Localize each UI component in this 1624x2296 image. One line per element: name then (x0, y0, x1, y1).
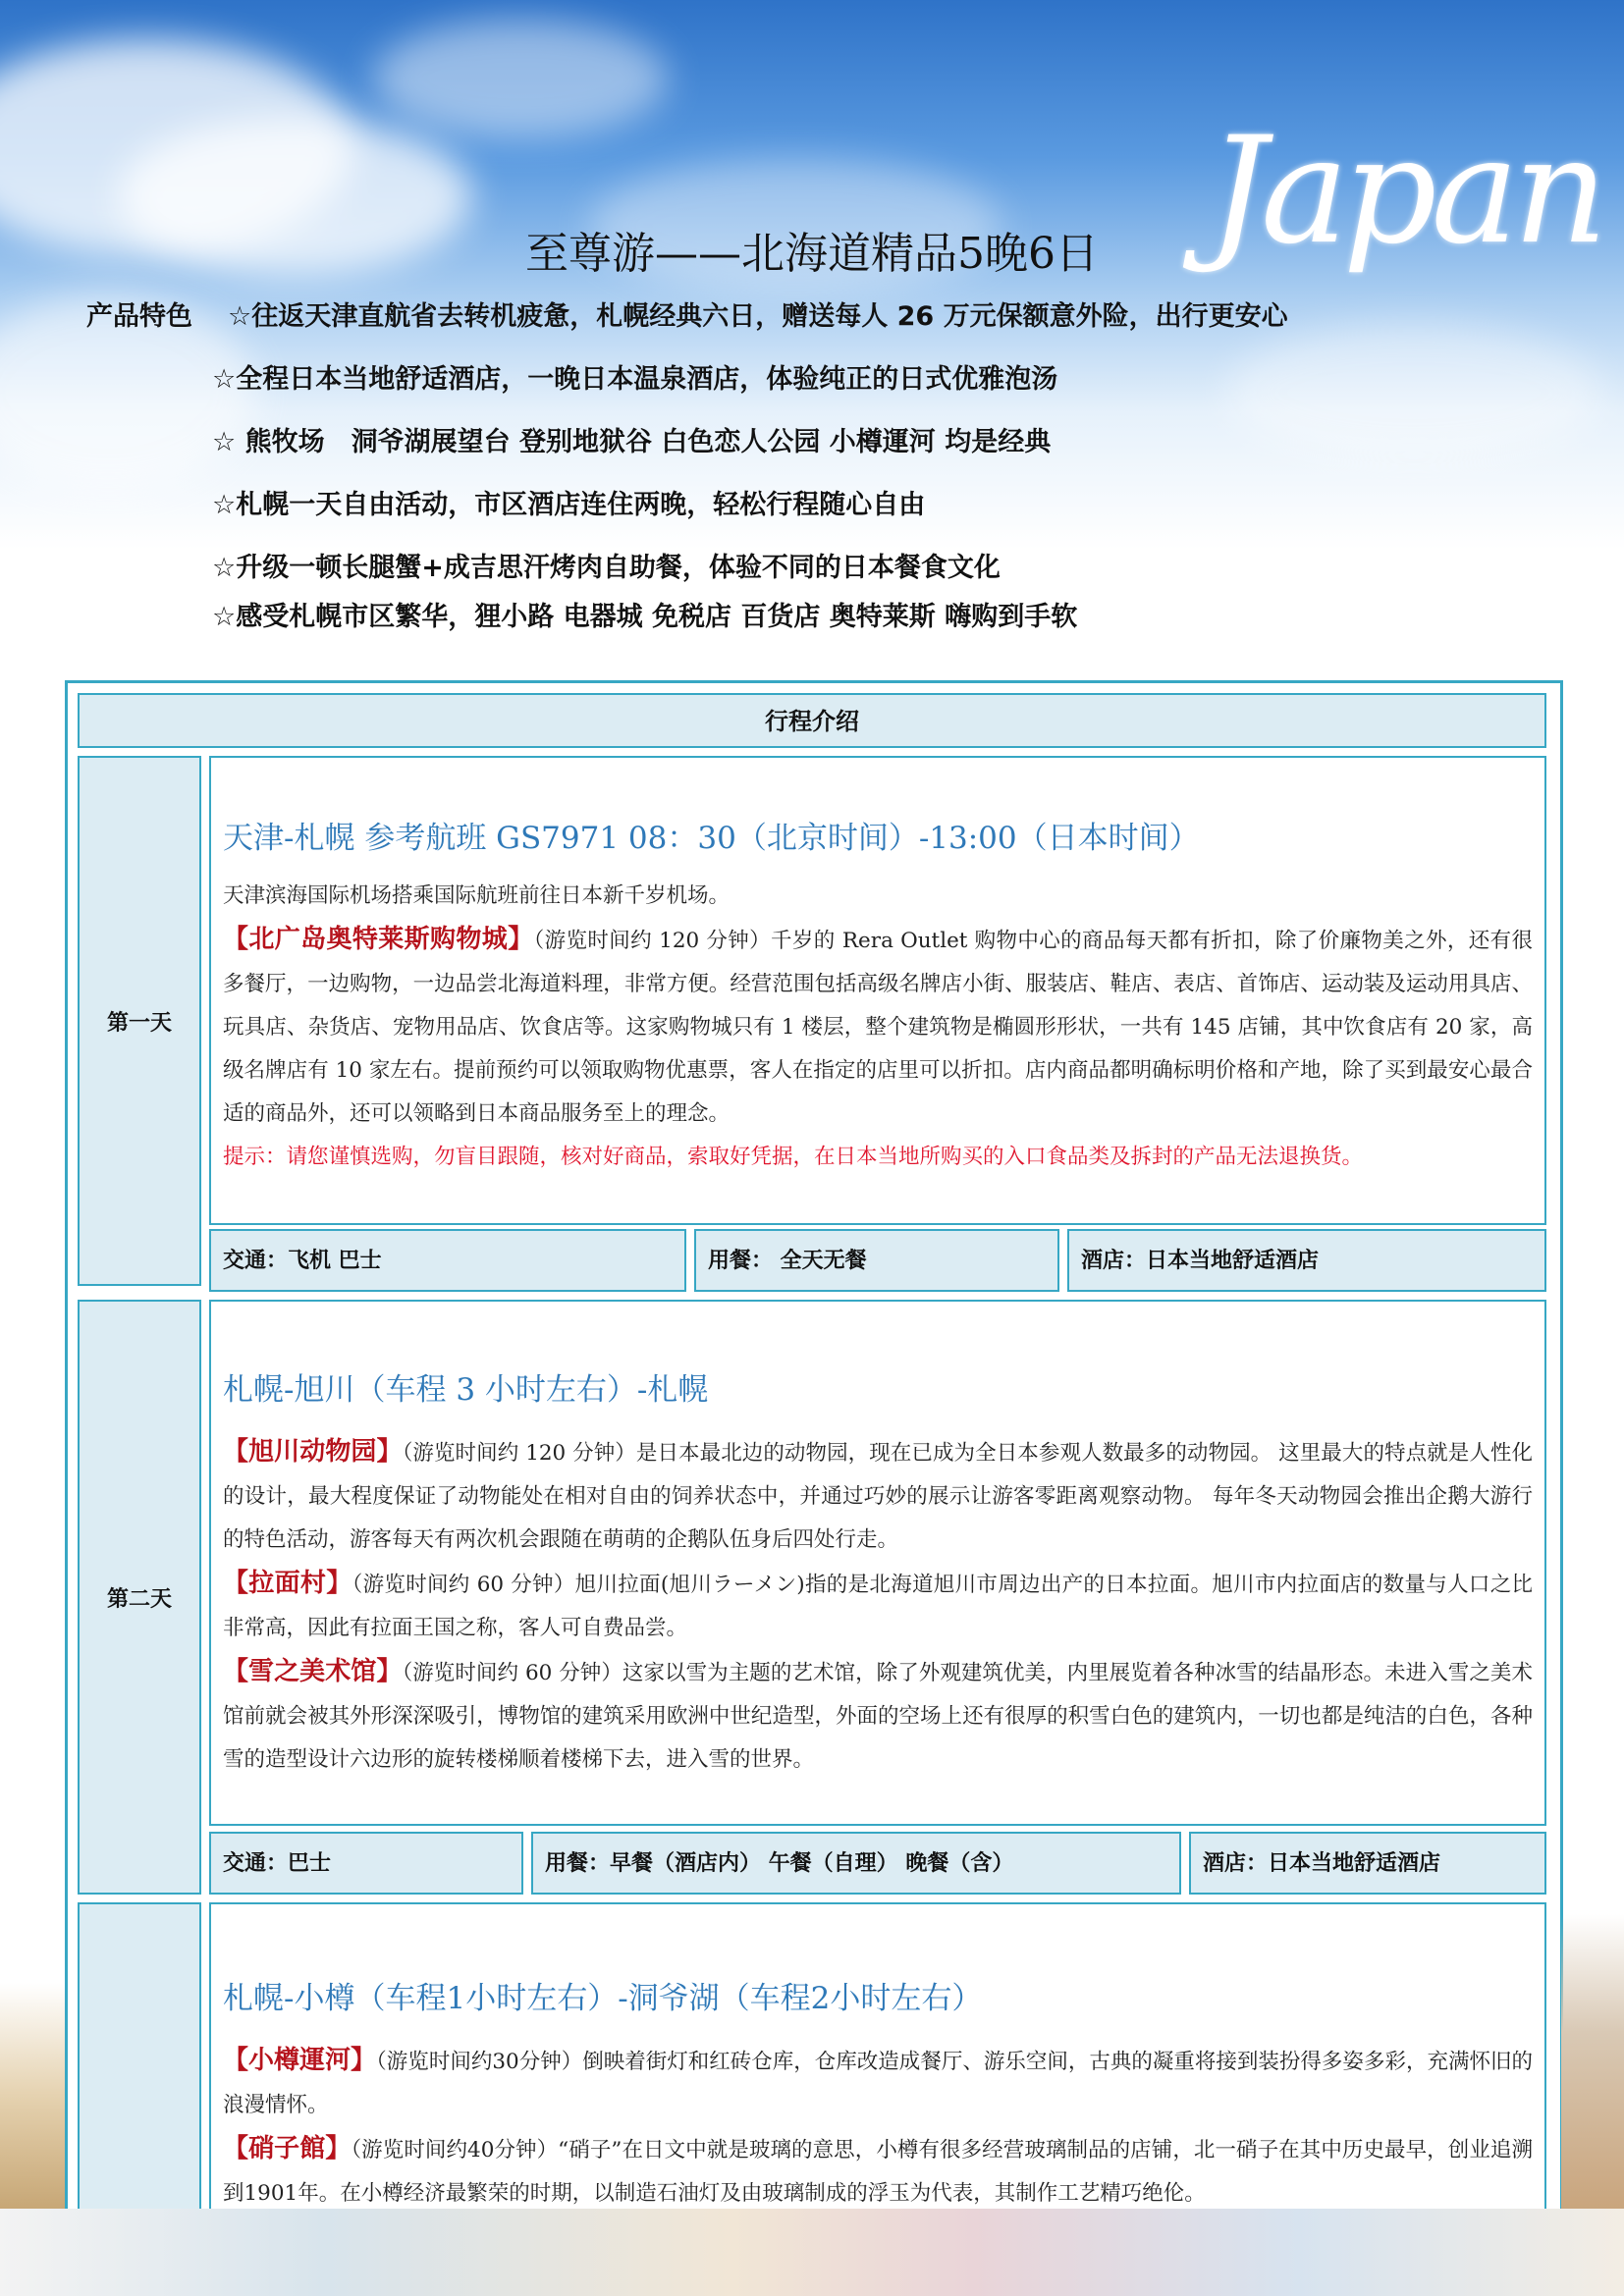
spot-description: （游览时间约30分钟）倒映着街灯和红砖仓库，仓库改造成餐厅、游乐空间，古典的凝重将接到装扮得多姿多彩，充满怀旧的浪漫情怀。 (223, 2050, 1533, 2117)
day-content (209, 1300, 1546, 1826)
day-label (78, 1902, 201, 2217)
day-label (78, 1300, 201, 1895)
meals-info: 用餐：早餐（酒店内） 午餐（自理） 晚餐（含） (531, 1832, 1181, 1895)
meals-info: 用餐： 全天无餐 (694, 1229, 1059, 1292)
spot-description: （游览时间约 120 分钟）是日本最北边的动物园，现在已成为全日本参观人数最多的动物园。 这里最大的特点就是人性化的设计，最大程度保证了动物能处在相对自由的饲养状态中，并通过巧妙的展示让游客零距离观察动物。 每年冬天动物园会推出企鹅大游行的特色活动，游客每天有两次机会跟随在萌萌的企鹅队伍身后四处行走。 (223, 1441, 1533, 1552)
spot-description: （游览时间约 60 分钟）这家以雪为主题的艺术馆，除了外观建筑优美，内里展览着各种冰雪的结晶形态。未进入雪之美术馆前就会被其外形深深吸引，博物馆的建筑采用欧洲中世纪造型，外面的空场上还有很厚的积雪白色的建筑内，一切也都是纯洁的白色，各种雪的造型设计六边形的旋转楼梯顺着楼梯下去，进入雪的世界。 (223, 1661, 1533, 1772)
day-route: 札幌-旭川（车程 3 小时左右）-札幌 (223, 1372, 709, 1408)
day-label (78, 756, 201, 1286)
spot-name: 【雪之美术馆】 (223, 1657, 403, 1686)
transport-info: 交通：飞机 巴士 (209, 1229, 686, 1292)
itinerary-table (65, 680, 1563, 2217)
japan-logo: Japan (1208, 106, 1602, 277)
spot-description: （游览时间约40分钟）“硝子”在日文中就是玻璃的意思，小樽有很多经营玻璃制品的店铺，北一硝子在其中历史最早，创业追溯到1901年。在小樽经济最繁荣的时期，以制造石油灯及由玻璃制成的浮玉为代表，其制作工艺精巧绝伦。 (223, 2138, 1533, 2206)
spot-name: 【北广岛奥特莱斯购物城】 (223, 925, 534, 954)
hotel-info: 酒店：日本当地舒适酒店 (1189, 1832, 1546, 1895)
day-route: 札幌-小樽（车程1小时左右）-洞爷湖（车程2小时左右） (223, 1981, 983, 2016)
spot-description: （游览时间约 60 分钟）旭川拉面(旭川ラーメン)指的是北海道旭川市周边出产的日本拉面。旭川市内拉面店的数量与人口之比非常高，因此有拉面王国之称，客人可自费品尝。 (223, 1573, 1533, 1640)
features-label: 产品特色 (86, 301, 192, 332)
spot-description: （游览时间约 120 分钟）千岁的 Rera Outlet 购物中心的商品每天都有折扣，除了价廉物美之外，还有很多餐厅，一边购物，一边品尝北海道料理，非常方便。经营范围包括高级名牌店小街、服装店、鞋店、表店、首饰店、运动装及运动用具店、玩具店、杂货店、宠物用品店、饮食店等。这家购物城只有 1 楼层，整个建筑物是椭圆形形状，一共有 145 店铺，其中饮食店有 20 家，高级名牌店有 10 家左右。提前预约可以领取购物优惠票，客人在指定的店里可以折扣。店内商品都明确标明价格和产地，除了买到最安心最合适的商品外，还可以领略到日本商品服务至上的理念。 (223, 929, 1533, 1126)
cloud-decoration (1227, 324, 1600, 461)
building-decoration (0, 1983, 65, 2209)
feature-item: ☆往返天津直航省去转机疲惫，札幌经典六日，赠送每人 26 万元保额意外险，出行更安心 (228, 301, 1288, 332)
day-content (209, 1902, 1546, 2217)
street-scene-decoration (0, 2209, 1624, 2296)
day-label-text: 第二天 (106, 1586, 172, 1612)
spot-name: 【硝子館】 (223, 2134, 352, 2163)
spot-name: 【小樽運河】 (223, 2046, 377, 2075)
transport-info: 交通：巴士 (209, 1832, 523, 1895)
feature-item: ☆札幌一天自由活动，市区酒店连住两晚，轻松行程随心自由 (212, 490, 926, 520)
day-route: 天津-札幌 参考航班 GS7971 08：30（北京时间）-13:00（日本时间） (223, 821, 1200, 856)
day-label-text: 第一天 (106, 1010, 172, 1036)
itinerary-header: 行程介绍 (78, 693, 1546, 748)
page-title: 至尊游——北海道精品5晚6日 (525, 229, 1099, 279)
cloud-decoration (373, 20, 668, 137)
spot-name: 【拉面村】 (223, 1569, 352, 1598)
hotel-info: 酒店：日本当地舒适酒店 (1067, 1229, 1546, 1292)
feature-item: ☆升级一顿长腿蟹+成吉思汗烤肉自助餐，体验不同的日本餐食文化 (212, 553, 1001, 583)
shopping-tip: 提示：请您谨慎选购，勿盲目跟随，核对好商品，索取好凭据，在日本当地所购买的入口食品类及拆封的产品无法退换货。 (223, 1145, 1364, 1169)
feature-item: ☆感受札幌市区繁华，狸小路 电器城 免税店 百货店 奥特莱斯 嗨购到手软 (212, 602, 1078, 632)
tower-decoration (1561, 1914, 1624, 2209)
feature-item: ☆ 熊牧场 洞爷湖展望台 登别地狱谷 白色恋人公园 小樽運河 均是经典 (212, 427, 1052, 457)
day-intro: 天津滨海国际机场搭乘国际航班前往日本新千岁机场。 (223, 883, 731, 908)
feature-item: ☆全程日本当地舒适酒店，一晚日本温泉酒店，体验纯正的日式优雅泡汤 (212, 364, 1058, 395)
spot-name: 【旭川动物园】 (223, 1437, 403, 1467)
day-content (209, 756, 1546, 1225)
